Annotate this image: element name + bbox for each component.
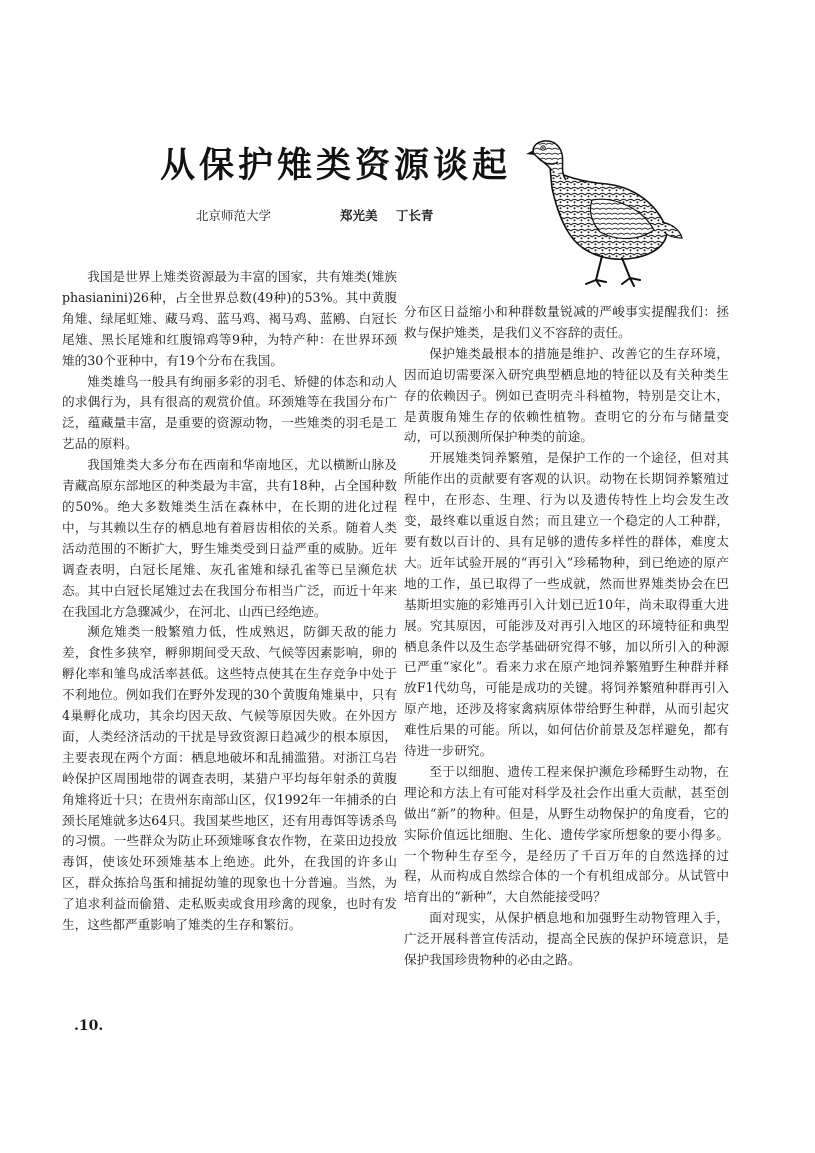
right-text-column: [404, 302, 729, 971]
body-paragraph: 雉类雄鸟一般具有绚丽多彩的羽毛、矫健的体态和动人的求偶行为，具有很高的观赏价值。环颈雉等在我国分布广泛，蕴藏量丰富，是重要的资源动物，一些雉类的羽毛是工艺品的原料。: [62, 373, 397, 452]
pheasant-illustration-icon: [522, 132, 687, 292]
body-paragraph: 濒危雉类一般繁殖力低，性成熟迟，防御天敌的能力差，食性多狭窄，孵卵期间受天敌、气候等因素影响，卵的孵化率和雏鸟成活率甚低。这些特点使其在生存竞争中处于不利地位。例如我们在野外发现的30个黄腹角雉巢中，只有4巢孵化成功，其余均因天敌、气候等原因失败。在外因方面，人类经济活动的干扰是导致资源日趋减少的根本原因，主要表现在两个方面：栖息地破坏和乱捕滥猎。对浙江乌岩岭保护区周围地带的调查表明，某猎户平均每年射杀的黄腹角雉将近十只；在贵州东南部山区，仅1992年一年捕杀的白颈长尾雉就多达64只。我国某些地区，还有用毒饵等诱杀鸟的习惯。一些群众为防止环颈雉啄食农作物，在菜田边投放毒饵，使该处环颈雉基本上绝迹。此外，在我国的许多山区，群众拣拾鸟蛋和捕捉幼雏的现象也十分普遍。当然，为了追求利益而偷猎、走私贩卖或食用珍禽的现象，也时有发生，这些都严重影响了雉类的生存和繁衍。: [62, 624, 397, 933]
body-paragraph: 面对现实，从保护栖息地和加强野生动物管理入手，广泛开展科普宣传活动，提高全民族的保护环境意识，是保护我国珍贵物种的必由之路。: [404, 910, 729, 968]
left-text-column: [62, 267, 397, 936]
author-name: 郑光美: [340, 208, 378, 223]
body-paragraph: 分布区日益缩小和种群数量锐减的严峻事实提醒我们：拯救与保护雉类，是我们义不容辞的责任。: [404, 304, 729, 340]
author-affiliation: 北京师范大学: [196, 208, 272, 223]
body-paragraph: 我国是世界上雉类资源最为丰富的国家，共有雉类(雉族 phasianini)26种，占全世界总数(49种)的53%。其中黄腹角雉、绿尾虹雉、藏马鸡、蓝马鸡、褐马鸡、蓝鹇、白冠长尾雉、黑长尾雉和红腹锦鸡等9种，为特产种：在世界环颈雉的30个亚种中，有19个分布在我国。: [62, 269, 397, 368]
page-number: .10.: [74, 1018, 104, 1034]
author-name: 丁长青: [395, 208, 434, 223]
body-paragraph: 至于以细胞、遗传工程来保护濒危珍稀野生动物，在理论和方法上有可能对科学及社会作出重大贡献，甚至创做出“新”的物种。但是，从野生动物保护的角度看，它的实际价值远比细胞、生化、遗传学家所想象的要小得多。一个物种生存至今，是经历了千百万年的自然选择的过程，从而构成自然综合体的一个有机组成部分。从试管中培育出的“新种”，大自然能接受吗？: [404, 763, 729, 905]
article-title: 从保护雉类资源谈起: [160, 146, 512, 186]
author-names: [340, 206, 447, 224]
body-paragraph: 我国雉类大多分布在西南和华南地区，尤以横断山脉及青藏高原东部地区的种类最为丰富，共有18种，占全国种数的50%。绝大多数雉类生活在森林中，在长期的进化过程中，与其赖以生存的栖息地有着唇齿相依的关系。随着人类活动范围的不断扩大，野生雉类受到日益严重的威胁。近年调查表明，白冠长尾雉、灰孔雀雉和绿孔雀等已呈濒危状态。其中白冠长尾雉过去在我国分布相当广泛，而近十年来在我国北方急骤减少，在河北、山西已经绝迹。: [62, 457, 397, 619]
body-paragraph: 保护雉类最根本的措施是维护、改善它的生存环境，因而迫切需要深入研究典型栖息地的特征以及有关种类生存的依赖因子。例如已查明壳斗科植物，特别是交让木，是黄腹角雉生存的依赖性植物。查明它的分布与储量变动，可以预测所保护种类的前途。: [404, 345, 729, 445]
body-paragraph: 开展雉类饲养繁殖，是保护工作的一个途径，但对其所能作出的贡献要有客观的认识。动物在长期饲养繁殖过程中，在形态、生理、行为以及遗传特性上均会发生改变，最终难以重返自然；而且建立一个稳定的人工种群，要有数以百计的、具有足够的遗传多样性的群体，难度太大。近年试验开展的“再引入”珍稀物种，到已绝迹的原产地的工作，虽已取得了一些成就，然而世界雉类协会在巴基斯坦实施的彩雉再引入计划已近10年，尚未取得重大进展。究其原因，可能涉及对再引入地区的环境特征和典型栖息条件以及生态学基础研究得不够，加以所引入的种源已严重“家化”。看来力求在原产地饲养繁殖野生种群并释放F1代幼鸟，可能是成功的关键。将饲养繁殖种群再引入原产地，还涉及将家禽病原体带给野生种群，从而引起灾难性后果的可能。所以，如何估价前景及怎样避免，都有待进一步研究。: [404, 450, 729, 759]
